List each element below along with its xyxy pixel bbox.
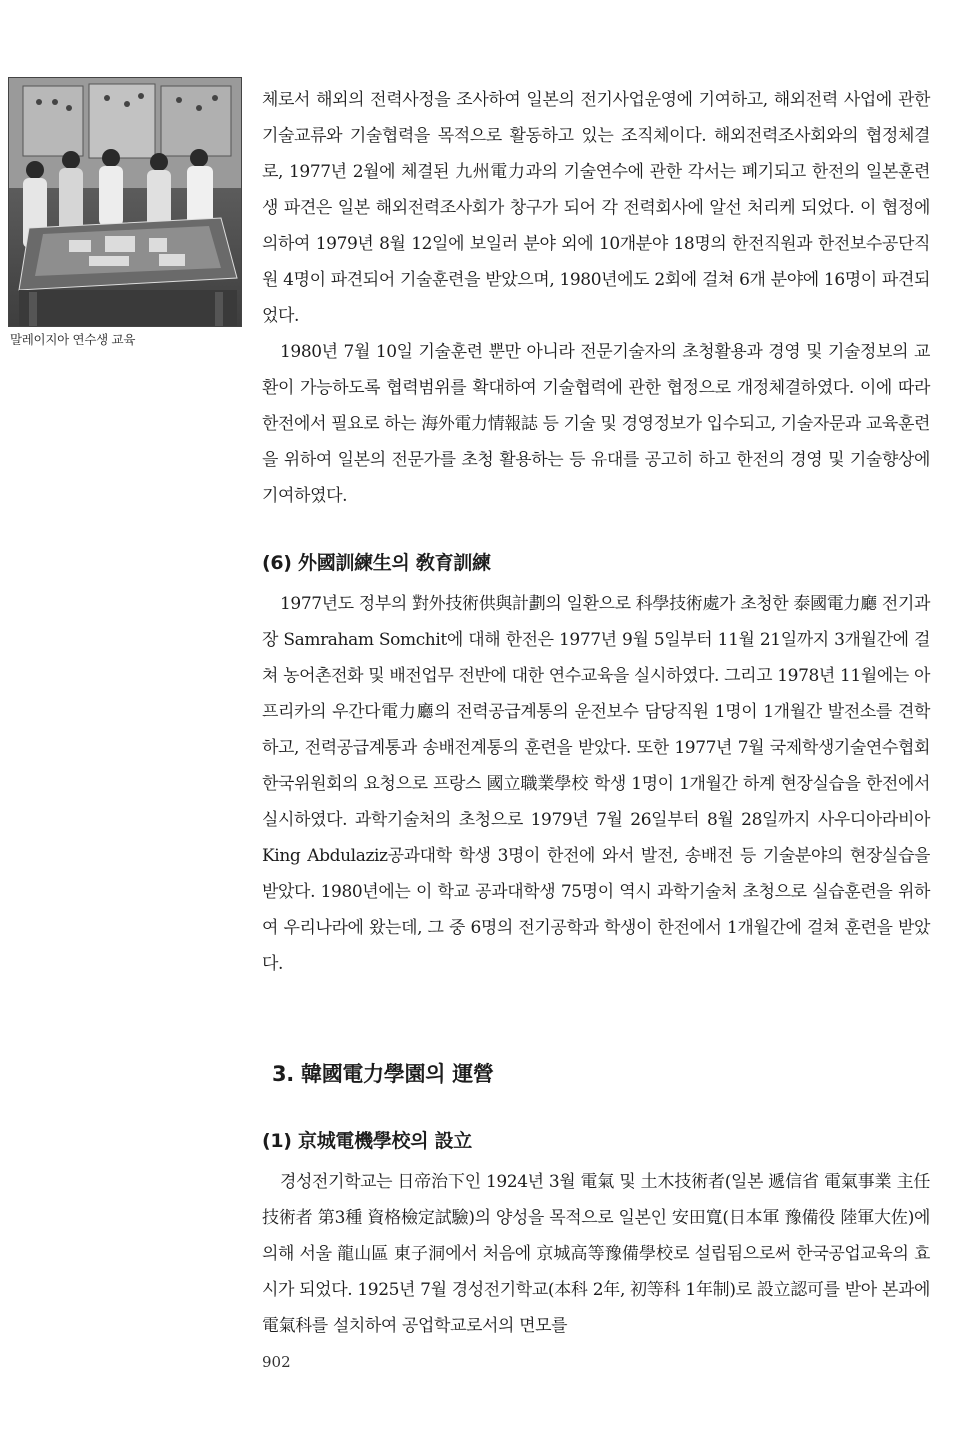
section-heading-foreign-trainees: (6) 外國訓練生의 敎育訓練 xyxy=(262,552,491,574)
paragraph-foreign-trainees: 1977년도 정부의 對外技術供與計劃의 일환으로 科學技術處가 초청한 泰國電力廳 전기과장 Samraham Somchit에 대해 한전은 1977년 9월 5일부터 11월 21일까지 3개월간에 걸쳐 농어촌전화 및 배전업무 전반에 대한 연수교육을 실시하였다. 그리고 1978년 11월에는 아프리카의 우간다電力廳의 전력공급계통의 운전보수 담당직원 1명이 1개월간 발전소를 견학하고, 전력공급계통과 송배전계통의 훈련을 받았다. 또한 1977년 7월 국제학생기술연수협회 한국위원회의 요청으로 프랑스 國立職業學校 학생 1명이 1개월간 하계 현장실습을 한전에서 실시하였다. 과학기술처의 초청으로 1979년 7월 26일부터 8월 28일까지 사우디아라비아 King Abdulaziz공과대학 학생 3명이 한전에 와서 발전, 송배전 등 기술분야의 현장실습을 받았다. 1980년에는 이 학교 공과대학생 75명이 역시 과학기술처 초청으로 실습훈련을 위하여 우리나라에 왔는데, 그 중 6명의 전기공학과 학생이 한전에서 1개월간에 걸쳐 훈련을 받았다. xyxy=(262,594,930,974)
training-photo-illustration xyxy=(9,78,241,326)
paragraph-agreement: 1980년 7월 10일 기술훈련 뿐만 아니라 전문기술자의 초청활용과 경영 및 기술정보의 교환이 가능하도록 협력범위를 확대하여 기술협력에 관한 협정으로 개정체결하였다. 이에 따라 한전에서 필요로 하는 海外電力情報誌 등 기술 및 경영정보가 입수되고, 기술자문과 교육훈련을 위하여 일본의 전문가를 초청 활용하는 등 유대를 공고히 하고 한전의 경영 및 기술향상에 기여하였다. xyxy=(262,342,930,506)
chapter-heading-academy: 3. 韓國電力學園의 運營 xyxy=(272,1062,494,1086)
training-photo xyxy=(8,77,242,327)
photo-caption: 말레이지아 연수생 교육 xyxy=(10,332,136,347)
paragraph-electric-school: 경성전기학교는 日帝治下인 1924년 3월 電氣 및 土木技術者(일본 遞信省 電氣事業 主任技術者 第3種 資格檢定試驗)의 양성을 목적으로 일본인 安田寬(日本軍 豫備役 陸軍大佐)에 의해 서울 龍山區 東子洞에서 처음에 京城高等豫備學校로 설립됨으로써 한국공업교육의 효시가 되었다. 1925년 7월 경성전기학교(本科 2年, 初等科 1年制)로 設立認可를 받아 본과에 電氣科를 설치하여 공업학교로서의 면모를 xyxy=(262,1172,930,1336)
section-heading-electric-school: (1) 京城電機學校의 設立 xyxy=(262,1130,472,1152)
page-number: 902 xyxy=(262,1353,291,1371)
paragraph-intro: 체로서 해외의 전력사정을 조사하여 일본의 전기사업운영에 기여하고, 해외전력 사업에 관한 기술교류와 기술협력을 목적으로 활동하고 있는 조직체이다. 해외전력조사회와의 협정체결로, 1977년 2월에 체결된 九州電力과의 기술연수에 관한 각서는 폐기되고 한전의 일본훈련생 파견은 일본 해외전력조사회가 창구가 되어 각 전력회사에 알선 처리케 되었다. 이 협정에 의하여 1979년 8월 12일에 보일러 분야 외에 10개분야 18명의 한전직원과 한전보수공단직원 4명이 파견되어 기술훈련을 받았으며, 1980년에도 2회에 걸쳐 6개 분야에 16명이 파견되었다. xyxy=(262,90,930,326)
